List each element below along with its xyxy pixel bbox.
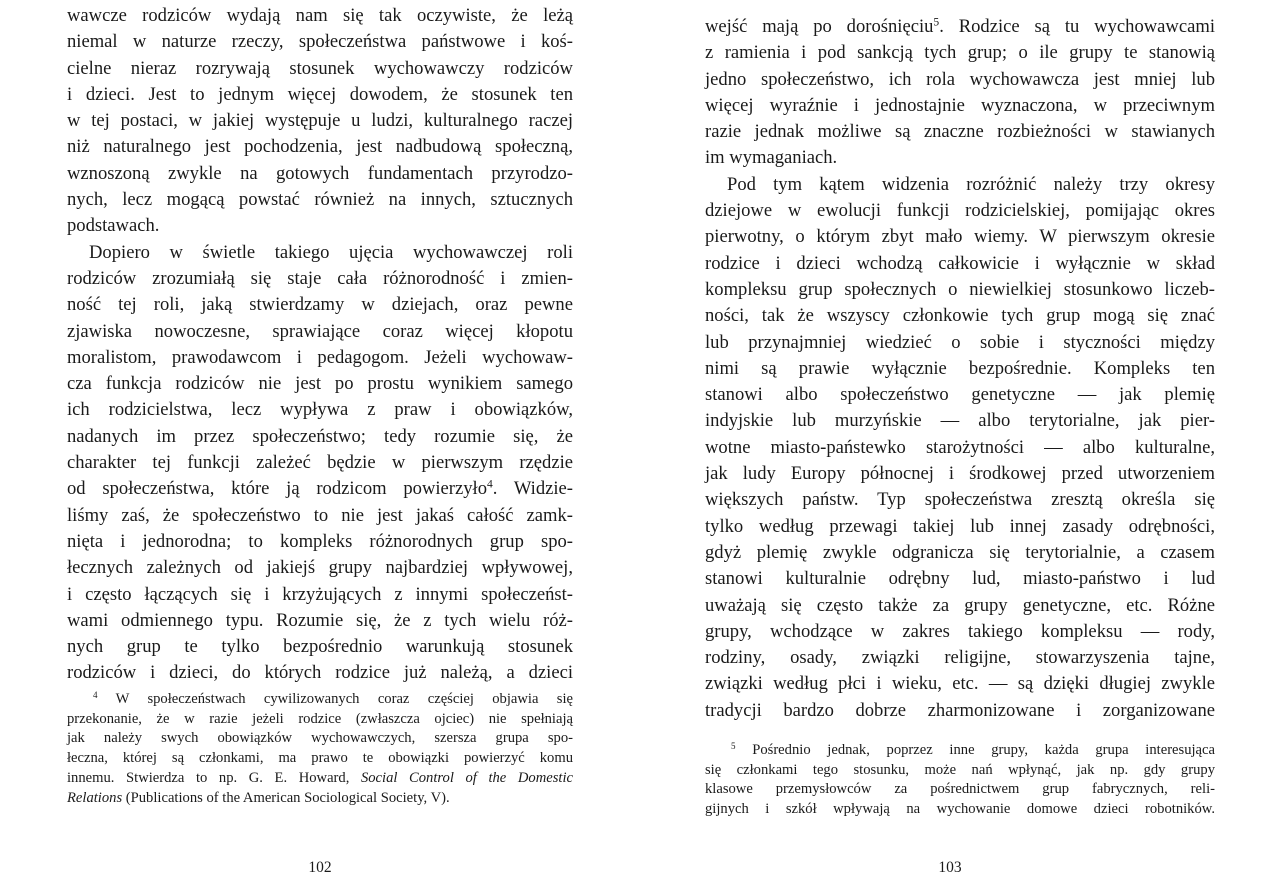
text-line: rodzice i dzieci wchodzą całkowicie i wyłącznie w skład — [705, 252, 1215, 274]
page-number: 102 — [308, 859, 332, 876]
footnote-line — [67, 789, 573, 809]
text-segment: od społeczeństwa, które ją rodzicom powierzyło — [67, 478, 488, 500]
left-body-text — [67, 3, 573, 687]
right-page — [632, 0, 1263, 893]
text-segment: . Rodzice są tu wychowawcami — [939, 16, 1215, 37]
text-line: pierwotny, o którym zbyt mało wiemy. W pierwszym okresie — [705, 226, 1215, 248]
footnote-line: się członkami tego stosunku, może nań wpłynąć, jak np. gdy grupy — [705, 761, 1215, 778]
text-line: rodziców zrozumiałą się staje cała różnorodność i zmien- — [67, 267, 573, 289]
footnote-text: (Publications of the American Sociological Society, V). — [122, 789, 450, 806]
text-line: niemal w naturze rzeczy, społeczeństwa państwowe i koś- — [67, 31, 573, 53]
text-line: nych grup te tylko bezpośrednio warunkują stosunek — [67, 636, 573, 658]
text-line: większych państw. Typ społeczeństwa zresztą określa się — [705, 489, 1215, 511]
text-line: jak ludy Europy północnej i środkowej przed utworzeniem — [705, 463, 1215, 485]
text-line: ność tej roli, jaką stwierdzamy w dziejach, oraz pewne — [67, 294, 573, 316]
text-line: moralistom, prawodawcom i pedagogom. Jeżeli wychowaw- — [67, 346, 573, 368]
text-line: stanowi kulturalnie odrębny lud, miasto-państwo i lud — [705, 568, 1215, 590]
text-line: kompleksu grup społecznych o niewielkiej stosunkowo liczeb- — [705, 278, 1215, 300]
left-page — [0, 0, 631, 893]
text-line: tradycji bardzo dobrze zharmonizowane i zorganizowane — [705, 699, 1215, 721]
text-line: więcej wyraźnie i jednostajnie wyznaczona, w przeciwnym — [705, 94, 1215, 116]
text-line: i dzieci. Jest to jednym więcej dowodem, że stosunek ten — [67, 83, 573, 105]
text-line: gdyż plemię zwykle odgranicza się terytorialnie, a czasem — [705, 541, 1215, 563]
footnote-ref[interactable]: 5 — [933, 16, 940, 29]
book-title: Social Control of the Domestic — [360, 769, 573, 786]
page-number: 103 — [938, 859, 962, 876]
text-line: tylko według przewagi takiej lub innej zasady odrębności, — [705, 515, 1215, 537]
text-line: niż naturalnego jest pochodzenia, jest nadbudową społeczną, — [67, 136, 573, 158]
text-line: zjawiska nowoczesne, sprawiające coraz więcej kłopotu — [67, 320, 573, 342]
text-line: wami odmiennego typu. Rozumie się, że z tych wielu róż- — [67, 609, 573, 631]
footnote-line: łeczna, której są członkami, ma prawo te obowiązki powierzyć komu — [67, 750, 573, 767]
text-line: nych, lecz mogącą powstać również na innych, sztucznych — [67, 189, 573, 211]
text-line: rodziców i dzieci, do których rodzice już należą, a dzieci — [67, 662, 573, 684]
text-line: uważają się często także za grupy genetyczne, etc. Różne — [705, 594, 1215, 616]
footnote-line: gijnych i szkół wpływają na wychowanie domowe dzieci robotników. — [705, 801, 1215, 818]
text-segment: wejść mają po dorośnięciu — [705, 16, 934, 37]
text-line: stanowi albo społeczeństwo genetyczne — jak plemię — [705, 384, 1215, 406]
footnote-line — [67, 690, 573, 710]
text-line: indyjskie lub murzyńskie — albo terytorialne, jak pier- — [705, 410, 1215, 432]
text-line: lub przynajmniej wiedzieć o sobie i styczności między — [705, 331, 1215, 353]
text-line: razie jednak możliwe są znaczne rozbieżności w stawianych — [705, 121, 1215, 143]
footnote-line: jak należy swych obowiązków wychowawczych, szersza grupa spo- — [67, 730, 573, 747]
footnote-text: W społeczeństwach cywilizowanych coraz częściej objawia się — [115, 691, 573, 707]
footnote-line — [705, 741, 1215, 761]
right-body-text — [705, 14, 1215, 724]
text-line: nięta i jednorodna; to kompleks różnorodnych grup spo- — [67, 530, 573, 552]
text-line: z ramienia i pod sankcją tych grup; o ile grupy te stanowią — [705, 42, 1215, 64]
right-footnote — [705, 741, 1215, 820]
text-line: wawcze rodziców wydają nam się tak oczywiste, że leżą — [67, 5, 573, 26]
text-line: Dopiero w świetle takiego ujęcia wychowawczej roli — [89, 241, 573, 263]
footnote-line: klasowe przemysłowców za pośrednictwem grup fabrycznych, reli- — [705, 781, 1215, 798]
text-line-with-footnote-ref — [705, 14, 1215, 40]
text-line: charakter tej funkcji zależeć będzie w pierwszym rzędzie — [67, 452, 573, 474]
text-line: dziejowe w ewolucji funkcji rodzicielskiej, pomijając okres — [705, 200, 1215, 222]
text-line: nadanych im przez społeczeństwo; tedy rozumie się, że — [67, 425, 573, 447]
text-line: grupy, wchodzące w zakres takiego kompleksu — rody, — [705, 620, 1215, 642]
footnote-number: 5 — [731, 741, 736, 752]
footnote-line — [67, 769, 573, 789]
text-line: podstawach. — [67, 215, 160, 237]
text-line: nimi są prawie wyłącznie bezpośrednie. Kompleks ten — [705, 357, 1215, 379]
book-title: Relations — [67, 789, 123, 806]
text-line: rodziny, osady, związki religijne, stowarzyszenia tajne, — [705, 647, 1215, 669]
text-line: liśmy zaś, że społeczeństwo to nie jest jakaś całość zamk- — [67, 504, 573, 526]
text-line: Pod tym kątem widzenia rozróżnić należy trzy okresy — [727, 173, 1215, 195]
text-line: wotne miasto-państewko starożytności — albo kulturalne, — [705, 436, 1215, 458]
text-line: cielne nieraz rozrywają stosunek wychowawczy rodziców — [67, 57, 573, 79]
text-line: im wymaganiach. — [705, 147, 838, 169]
text-line: cza funkcja rodziców nie jest po prostu wynikiem samego — [67, 373, 573, 395]
text-line: ności, tak że wszyscy członkowie tych grup mogą się znać — [705, 305, 1215, 327]
footnote-line: przekonanie, że w razie jeżeli rodzice (zwłaszcza ojciec) nie spełniają — [67, 710, 573, 727]
text-line-with-footnote-ref — [67, 476, 573, 502]
footnote-text: Pośrednio jednak, poprzez inne grupy, każda grupa interesująca — [752, 742, 1215, 758]
left-footnote — [67, 690, 573, 808]
footnote-text: innemu. Stwierdza to np. G. E. Howard, — [67, 769, 361, 786]
text-line: wznoszoną zwykle na gotowych fundamentach przyrodzo- — [67, 162, 573, 184]
text-line: ich rodzicielstwa, lecz wypływa z praw i obowiązków, — [67, 399, 573, 421]
text-line: związki według płci i wieku, etc. — są dzięki długiej zwykle — [705, 673, 1215, 695]
text-line: i często łączących się i krzyżujących z innymi społeczeńst- — [67, 583, 573, 605]
text-line: jedno społeczeństwo, ich rola wychowawcza jest mniej lub — [705, 68, 1215, 90]
text-line: w tej postaci, w jakiej występuje u ludzi, kulturalnego raczej — [67, 110, 573, 132]
text-line: łecznych zależnych od jakiejś grupy najbardziej wpływowej, — [67, 557, 573, 579]
footnote-ref[interactable]: 4 — [487, 479, 493, 492]
text-segment: . Widzie- — [492, 478, 574, 500]
footnote-number: 4 — [93, 690, 98, 701]
